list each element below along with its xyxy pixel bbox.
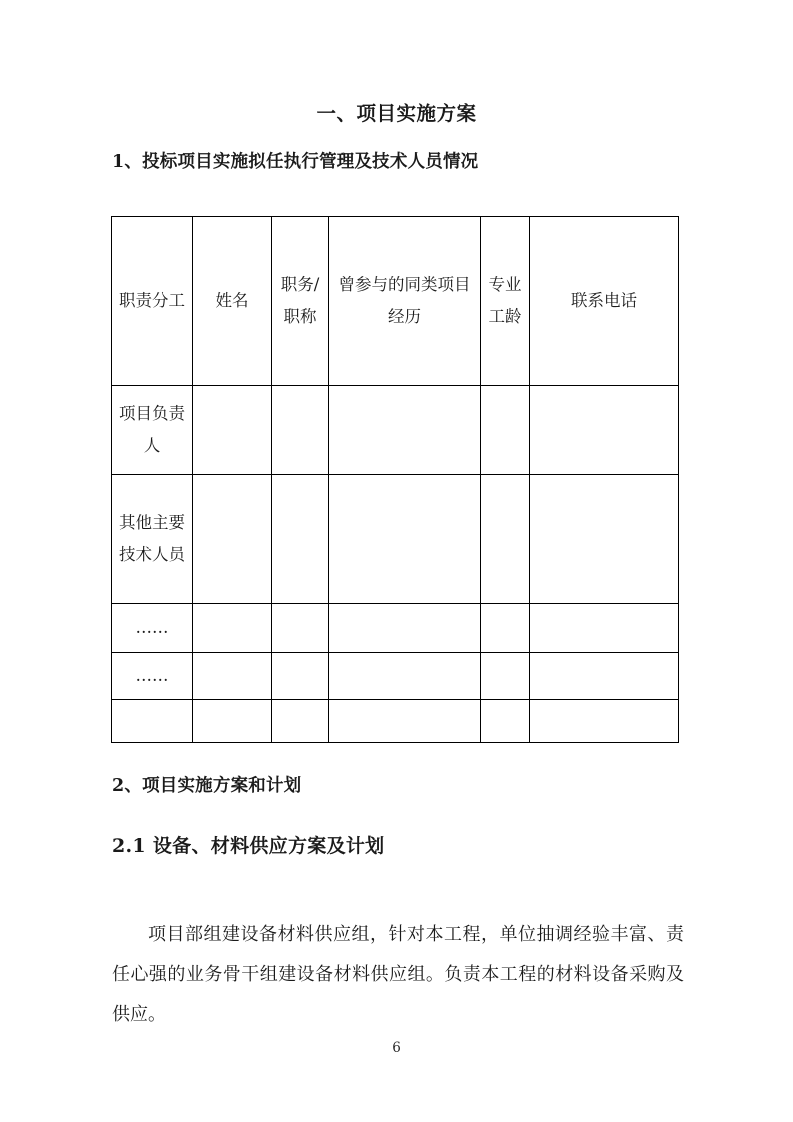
cell-post[interactable] [272,653,329,700]
cell-post[interactable] [272,386,329,475]
table-row [112,386,679,475]
cell-duty: …… [112,604,193,653]
table-header-duty: 职责分工 [112,217,193,386]
section-heading-2: 2、项目实施方案和计划 [112,776,302,796]
cell-experience[interactable] [329,604,481,653]
cell-seniority[interactable] [481,653,530,700]
cell-seniority[interactable] [481,604,530,653]
cell-name[interactable] [193,653,272,700]
table-header-phone: 联系电话 [530,217,679,386]
cell-duty: 项目负责人 [112,386,193,475]
cell-duty: 其他主要技术人员 [112,475,193,604]
cell-seniority[interactable] [481,475,530,604]
cell-name[interactable] [193,386,272,475]
cell-post[interactable] [272,475,329,604]
cell-name[interactable] [193,604,272,653]
cell-phone[interactable] [530,475,679,604]
section-heading-1: 1、投标项目实施拟任执行管理及技术人员情况 [112,152,479,172]
page-title: 一、项目实施方案 [316,102,477,125]
cell-experience[interactable] [329,653,481,700]
table-header-experience: 曾参与的同类项目经历 [329,217,481,386]
section-heading-2-1: 2.1 设备、材料供应方案及计划 [112,835,385,857]
table-row [112,653,679,700]
cell-duty[interactable] [112,700,193,743]
table-row [112,700,679,743]
table-header-seniority: 专业工龄 [481,217,530,386]
cell-phone[interactable] [530,700,679,743]
cell-duty: …… [112,653,193,700]
cell-seniority[interactable] [481,386,530,475]
cell-post[interactable] [272,604,329,653]
cell-name[interactable] [193,700,272,743]
cell-name[interactable] [193,475,272,604]
page-number: 6 [392,1040,401,1056]
cell-experience[interactable] [329,386,481,475]
cell-post[interactable] [272,700,329,743]
body-paragraph: 项目部组建设备材料供应组，针对本工程，单位抽调经验丰富、责任心强的业务骨干组建设备材料供应组。负责本工程的材料设备采购及供应。 [112,924,684,1025]
table-row [112,604,679,653]
cell-experience[interactable] [329,475,481,604]
cell-phone[interactable] [530,653,679,700]
table-header-post: 职务/职称 [272,217,329,386]
staff-table-container [111,216,678,743]
cell-phone[interactable] [530,604,679,653]
table-header-row [112,217,679,386]
cell-experience[interactable] [329,700,481,743]
table-header-name: 姓名 [193,217,272,386]
staff-table [111,216,679,743]
cell-phone[interactable] [530,386,679,475]
cell-seniority[interactable] [481,700,530,743]
table-row [112,475,679,604]
